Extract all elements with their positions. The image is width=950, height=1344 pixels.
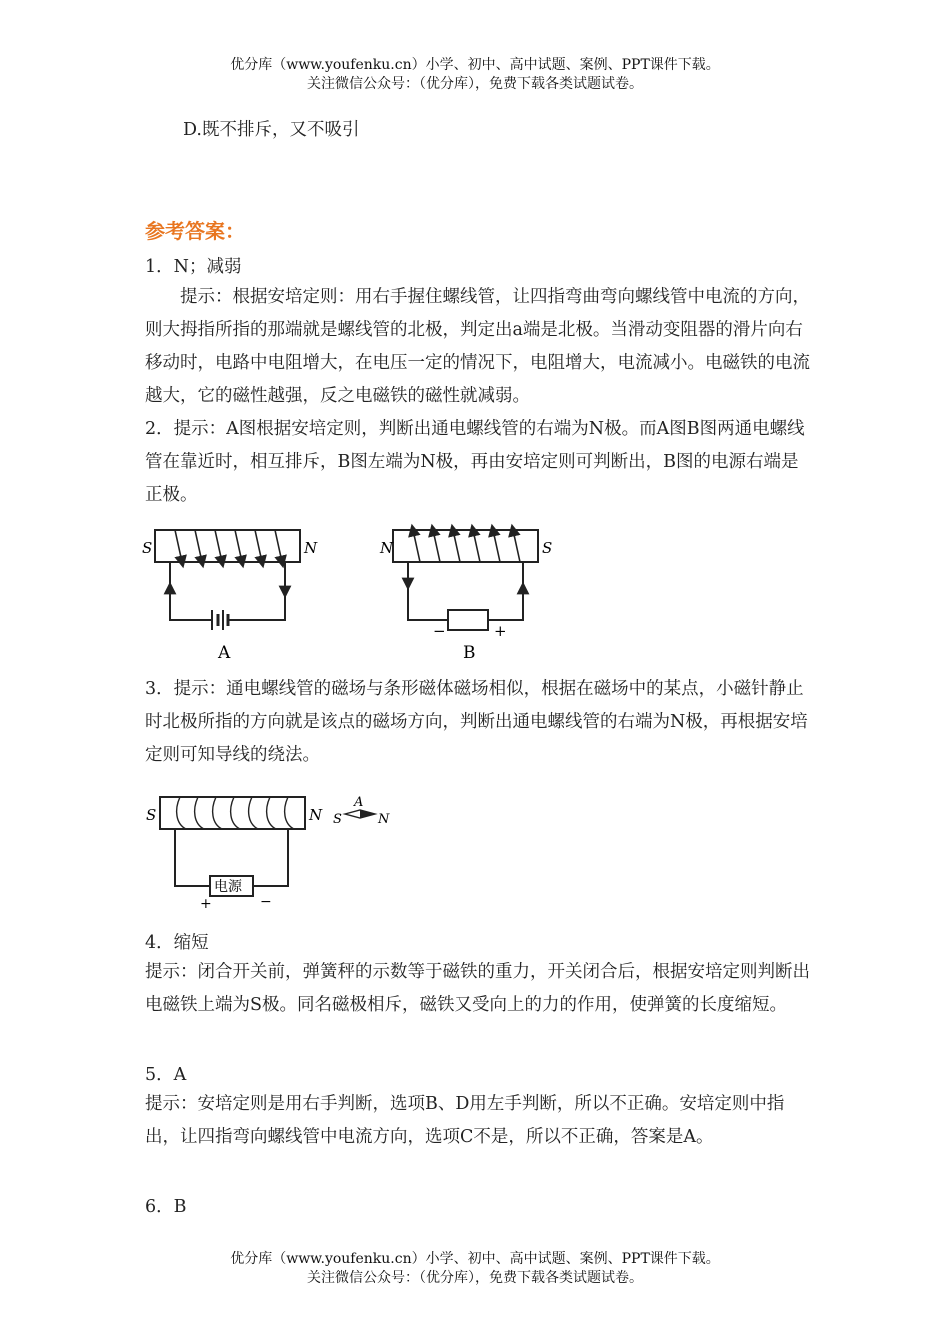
- option-d: D.既不排斥，又不吸引: [183, 120, 360, 140]
- source-label: 电源: [214, 879, 242, 895]
- power-source-b: [448, 610, 488, 630]
- needle-n: N: [378, 812, 390, 827]
- header-line-1: 优分库（www.youfenku.cn）小学、初中、高中试题、案例、PPT课件下载。: [230, 57, 720, 73]
- needle-s: S: [333, 812, 342, 827]
- q4-hint: 提示：闭合开关前，弹簧秤的示数等于磁铁的重力，开关闭合后，根据安培定则判断出电磁铁上端为S极。同名磁极相斥，磁铁又受向上的力的作用，使弹簧的长度缩短。: [145, 962, 810, 1015]
- q5-hint: 提示：安培定则是用右手判断，选项B、D用左手判断，所以不正确。安培定则中指出，让四指弯向螺线管中电流方向，选项C不是，所以不正确，答案是A。: [145, 1094, 785, 1147]
- footer-line-1: 优分库（www.youfenku.cn）小学、初中、高中试题、案例、PPT课件下载。: [230, 1251, 720, 1267]
- page-footer: [0, 1250, 950, 1288]
- battery-a: [212, 610, 228, 630]
- circuit-a: [170, 562, 285, 620]
- c-left-pole: S: [146, 806, 157, 824]
- q1-hint: 提示：根据安培定则：用右手握住螺线管，让四指弯曲弯向螺线管中电流的方向，则大拇指所指的那端就是螺线管的北极，判定出a端是北极。当滑动变阻器的滑片向右移动时，电路中电阻增大，在电压一定的情况下，电阻增大，电流减小。电磁铁的电流越大，它的磁性越强，反之电磁铁的磁性就减弱。: [145, 287, 810, 406]
- q4-answer: 4．缩短: [145, 933, 209, 953]
- b-minus: −: [433, 622, 446, 640]
- b-right-pole: S: [542, 539, 553, 557]
- q1-answer: 1．N；减弱: [145, 257, 242, 277]
- b-left-pole: N: [380, 539, 394, 557]
- a-label: A: [218, 643, 231, 663]
- c-right-pole: N: [309, 806, 323, 824]
- b-plus: +: [494, 622, 507, 640]
- header-line-2: 关注微信公众号：（优分库），免费下载各类试题试卷。: [307, 76, 643, 92]
- coil-a: [175, 530, 282, 562]
- a-left-pole: S: [142, 539, 153, 557]
- needle-label: A: [354, 795, 364, 810]
- page-header: [0, 56, 950, 94]
- coil-b: [413, 530, 520, 562]
- c-plus: +: [200, 896, 212, 912]
- footer-line-2: 关注微信公众号：（优分库），免费下载各类试题试卷。: [307, 1270, 643, 1286]
- compass-needle: [333, 795, 390, 827]
- q5-answer: 5．A: [145, 1065, 187, 1085]
- q6-answer: 6．B: [145, 1197, 187, 1217]
- c-minus: −: [260, 894, 272, 910]
- coil-c: [177, 797, 294, 829]
- answers-title: 参考答案：: [145, 219, 245, 243]
- figure-solenoids-ab: [140, 520, 580, 665]
- a-right-pole: N: [304, 539, 318, 557]
- q2-hint: 2．提示：A图根据安培定则，判断出通电螺线管的右端为N极。而A图B图两通电螺线管在靠近时，相互排斥，B图左端为N极，再由安培定则可判断出，B图的电源右端是正极。: [145, 419, 805, 505]
- q3-hint: 3．提示：通电螺线管的磁场与条形磁体磁场相似，根据在磁场中的某点，小磁针静止时北极所指的方向就是该点的磁场方向，判断出通电螺线管的右端为N极，再根据安培定则可知导线的绕法。: [145, 679, 808, 765]
- b-label: B: [463, 643, 476, 663]
- figure-solenoid-c: [140, 790, 410, 915]
